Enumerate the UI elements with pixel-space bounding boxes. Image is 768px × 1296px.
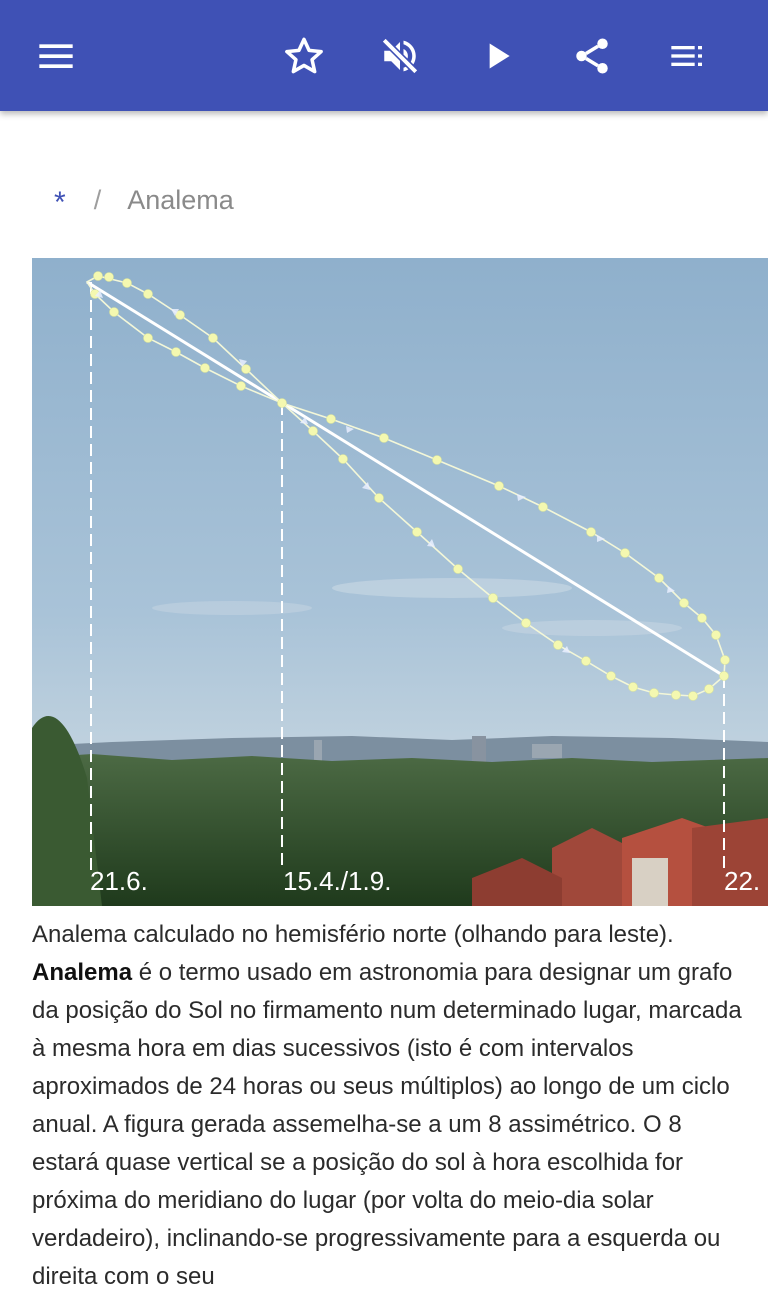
date-label-left: 21.6. [90, 866, 148, 896]
table-of-contents-icon [668, 36, 708, 76]
play-icon [478, 36, 518, 76]
article-body [32, 916, 742, 1296]
breadcrumb-separator: / [93, 184, 102, 215]
breadcrumb [32, 180, 234, 220]
contents-button[interactable] [656, 24, 720, 88]
share-button[interactable] [560, 24, 624, 88]
analemma-figure[interactable] [32, 258, 768, 906]
article-text-part-1: é o termo usado em astronomia para designar um grafo da posição do Sol no firmamento num determinado lugar, marcada à mesma hora em dias sucessivos (isto é com intervalos aproximados de 24 horas ou seus múltiplos) ao longo de um ciclo anual. A figura gerada assemelha-se a um [32, 959, 742, 1138]
play-button[interactable] [466, 24, 530, 88]
figure-eight-glyph: 8 [488, 1111, 502, 1138]
mute-button[interactable] [368, 24, 432, 88]
star-outline-icon [283, 35, 325, 77]
breadcrumb-home-link[interactable]: * [54, 186, 66, 219]
article-text-part-3: estará quase vertical se a posição do sol à hora escolhida for próxima do meridiano do lugar (por volta do meio-dia solar verdadeiro), inclinando-se progressivamente para a esquerda ou direita com o seu [32, 1149, 721, 1290]
favorite-button[interactable] [272, 24, 336, 88]
figure-caption: Analema calculado no hemisfério norte (olhando para leste). [32, 921, 674, 948]
date-label-middle: 15.4./1.9. [283, 866, 392, 896]
analemma-photo [32, 258, 768, 906]
date-label-right: 22. [724, 866, 761, 896]
breadcrumb-current: Analema [127, 184, 234, 215]
menu-icon [36, 36, 76, 76]
app-toolbar [0, 0, 768, 111]
article-text-part-2: assimétrico. O [501, 1111, 669, 1138]
volume-off-icon [379, 35, 421, 77]
figure-eight-glyph: 8 [668, 1111, 682, 1138]
article-term: Analema [32, 959, 133, 986]
share-icon [571, 35, 613, 77]
menu-button[interactable] [24, 24, 88, 88]
article-paragraph [32, 954, 742, 1296]
